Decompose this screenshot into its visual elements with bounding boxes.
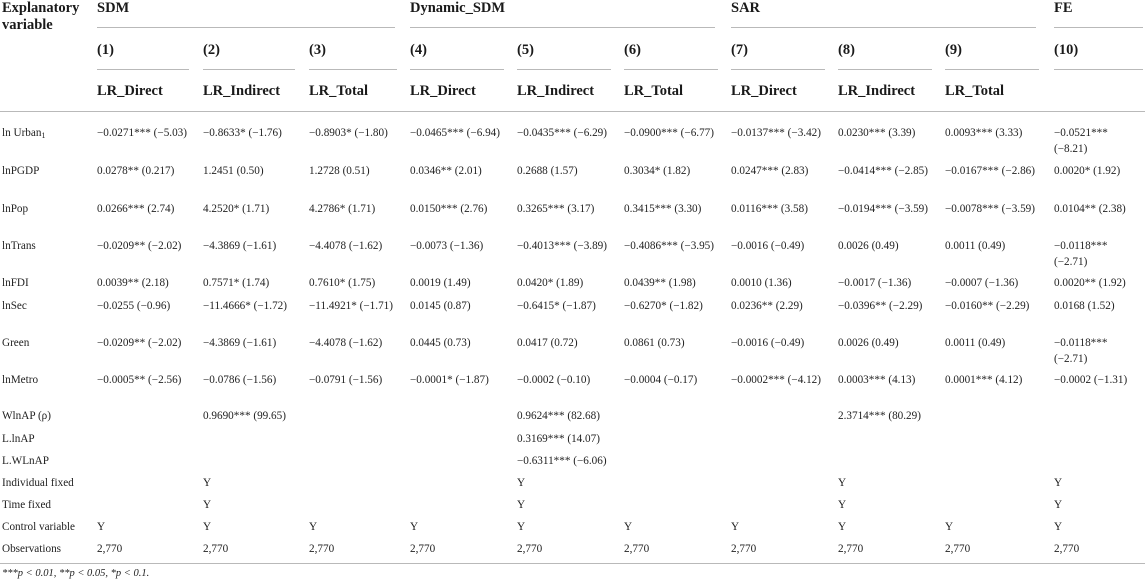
table-cell: −0.0002*** (−4.12) <box>731 374 821 386</box>
row-label-text: lnPop <box>2 203 29 215</box>
group-header-dynamic-sdm: Dynamic_SDM <box>410 0 506 16</box>
column-number: (10) <box>1054 42 1079 58</box>
row-label <box>2 238 36 254</box>
table-cell: 2,770 <box>731 543 757 555</box>
table-cell: 0.0230*** (3.39) <box>838 127 916 139</box>
table-cell: 0.2688 (1.57) <box>517 165 578 177</box>
table-cell: Y <box>624 521 633 533</box>
table-cell: 0.0150*** (2.76) <box>410 203 488 215</box>
row-label-text: Time fixed <box>2 499 51 511</box>
row-label <box>2 163 39 179</box>
table-cell: −0.0791 (−1.56) <box>309 374 383 386</box>
table-cell: 0.0020** (1.92) <box>1054 277 1126 289</box>
table-cell: −0.0271*** (−5.03) <box>97 127 187 139</box>
row-label <box>2 519 75 535</box>
table-cell: 0.0439** (1.98) <box>624 277 696 289</box>
table-cell: 2,770 <box>203 543 229 555</box>
group-header-fe: FE <box>1054 0 1073 16</box>
table-cell: −0.0414*** (−2.85) <box>838 165 928 177</box>
column-effect-label: LR_Direct <box>731 83 797 99</box>
table-cell: 0.0039** (2.18) <box>97 277 169 289</box>
table-cell: −0.8903* (−1.80) <box>309 127 388 139</box>
column-effect-label: LR_Total <box>624 83 684 99</box>
row-label-text: WlnAP (ρ) <box>2 410 51 422</box>
table-cell: −0.0396** (−2.29) <box>838 300 923 312</box>
table-cell: 0.0266*** (2.74) <box>97 203 175 215</box>
row-label-text: L.lnAP <box>2 433 35 445</box>
column-number: (5) <box>517 42 534 58</box>
table-cell: Y <box>309 521 318 533</box>
row-label-text: Control variable <box>2 521 76 533</box>
table-cell: Y <box>838 477 847 489</box>
table-cell: 0.0104** (2.38) <box>1054 203 1126 215</box>
table-cell: −0.6270* (−1.82) <box>624 300 703 312</box>
table-cell: −0.0194*** (−3.59) <box>838 203 928 215</box>
table-cell: 0.0020* (1.92) <box>1054 165 1121 177</box>
table-cell: Y <box>517 477 526 489</box>
group-rule-fe <box>1054 27 1143 28</box>
row-label <box>2 541 61 557</box>
table-cell: −0.0002 (−0.10) <box>517 374 591 386</box>
table-cell: 0.0168 (1.52) <box>1054 300 1115 312</box>
table-cell: −0.0137*** (−3.42) <box>731 127 821 139</box>
table-cell: −0.0160** (−2.29) <box>945 300 1030 312</box>
table-cell: Y <box>1054 521 1063 533</box>
table-cell: Y <box>731 521 740 533</box>
column-effect-label: LR_Total <box>309 83 369 99</box>
table-cell: Y <box>838 521 847 533</box>
column-rule <box>1054 69 1143 70</box>
table-cell: 1.2728 (0.51) <box>309 165 370 177</box>
group-header-sdm: SDM <box>97 0 130 16</box>
table-cell: 0.0026 (0.49) <box>838 240 899 252</box>
table-cell: 0.0019 (1.49) <box>410 277 471 289</box>
column-number: (9) <box>945 42 962 58</box>
table-cell: −0.6415* (−1.87) <box>517 300 596 312</box>
row-label-text: lnMetro <box>2 374 39 386</box>
table-cell: −0.0167*** (−2.86) <box>945 165 1035 177</box>
row-label-text: lnPGDP <box>2 165 40 177</box>
group-rule-sdm <box>97 27 395 28</box>
column-number: (2) <box>203 42 220 58</box>
table-cell: Y <box>945 521 954 533</box>
table-cell: −0.0786 (−1.56) <box>203 374 277 386</box>
table-cell: 1.2451 (0.50) <box>203 165 264 177</box>
table-cell: −0.8633* (−1.76) <box>203 127 282 139</box>
table-cell: −4.4078 (−1.62) <box>309 337 383 349</box>
column-rule <box>203 69 295 70</box>
table-cell: Y <box>1054 499 1063 511</box>
row-label-text: Observations <box>2 543 62 555</box>
row-label <box>2 497 51 513</box>
row-label-text: L.WLnAP <box>2 455 49 467</box>
column-rule <box>838 69 932 70</box>
table-cell: 0.7610* (1.75) <box>309 277 376 289</box>
row-label <box>2 431 35 447</box>
table-cell: −0.0435*** (−6.29) <box>517 127 607 139</box>
explanatory-variable-header: Explanatory variable <box>2 0 80 33</box>
table-cell: −0.0002 (−1.31) <box>1054 374 1128 386</box>
table-cell: 4.2786* (1.71) <box>309 203 376 215</box>
column-number: (3) <box>309 42 326 58</box>
column-effect-label: LR_Direct <box>410 83 476 99</box>
table-cell: 0.0236** (2.29) <box>731 300 803 312</box>
column-number: (6) <box>624 42 641 58</box>
table-cell: 0.0011 (0.49) <box>945 240 1006 252</box>
group-rule-dynamic-sdm <box>410 27 715 28</box>
table-cell: −0.0255 (−0.96) <box>97 300 171 312</box>
row-label-text: Individual fixed <box>2 477 74 489</box>
column-rule <box>309 69 397 70</box>
column-number: (7) <box>731 42 748 58</box>
table-cell: 0.3415*** (3.30) <box>624 203 702 215</box>
table-cell: 2,770 <box>945 543 971 555</box>
table-cell: Y <box>1054 477 1063 489</box>
table-cell: 0.3169*** (14.07) <box>517 433 600 445</box>
group-rule-sar <box>731 27 1036 28</box>
table-cell: 0.0420* (1.89) <box>517 277 584 289</box>
table-cell: −0.0073 (−1.36) <box>410 240 484 252</box>
table-cell: Y <box>517 499 526 511</box>
table-cell: −0.0016 (−0.49) <box>731 337 805 349</box>
table-cell: 0.9624*** (82.68) <box>517 410 600 422</box>
column-rule <box>517 69 611 70</box>
column-rule <box>410 69 504 70</box>
table-cell: −0.0078*** (−3.59) <box>945 203 1035 215</box>
column-rule <box>624 69 718 70</box>
table-bottom-rule <box>0 563 1145 564</box>
table-cell: 0.0145 (0.87) <box>410 300 471 312</box>
column-rule <box>97 69 189 70</box>
table-cell: −0.0016 (−0.49) <box>731 240 805 252</box>
table-cell: −4.3869 (−1.61) <box>203 240 277 252</box>
row-label <box>2 372 38 388</box>
row-label <box>2 298 27 314</box>
header-bottom-rule <box>0 111 1145 112</box>
significance-note: ***p < 0.01, **p < 0.05, *p < 0.1. <box>2 568 150 579</box>
table-cell: −0.0005** (−2.56) <box>97 374 182 386</box>
table-cell: 0.0003*** (4.13) <box>838 374 916 386</box>
column-effect-label: LR_Indirect <box>517 83 595 99</box>
table-cell: Y <box>97 521 106 533</box>
row-label-subscript: 1 <box>41 131 46 140</box>
table-cell: −0.0001* (−1.87) <box>410 374 489 386</box>
table-cell: −0.0900*** (−6.77) <box>624 127 714 139</box>
table-cell: −0.4086*** (−3.95) <box>624 240 714 252</box>
column-rule <box>945 69 1039 70</box>
table-cell: 0.0417 (0.72) <box>517 337 578 349</box>
table-cell: −11.4921* (−1.71) <box>309 300 393 312</box>
row-label <box>2 201 28 217</box>
table-cell: Y <box>517 521 526 533</box>
table-cell: 2,770 <box>624 543 650 555</box>
table-cell: Y <box>410 521 419 533</box>
table-cell: 0.0445 (0.73) <box>410 337 471 349</box>
table-cell: −0.0118*** (−2.71) <box>1054 240 1108 268</box>
table-cell: 2,770 <box>410 543 436 555</box>
column-effect-label: LR_Direct <box>97 83 163 99</box>
row-label-text: lnTrans <box>2 240 36 252</box>
table-cell: 0.0278** (0.217) <box>97 165 175 177</box>
column-rule <box>731 69 825 70</box>
row-label <box>2 125 45 144</box>
table-cell: 0.0116*** (3.58) <box>731 203 808 215</box>
table-cell: −0.0004 (−0.17) <box>624 374 698 386</box>
table-cell: −0.0465*** (−6.94) <box>410 127 500 139</box>
row-label <box>2 335 29 351</box>
row-label-text: lnSec <box>2 300 27 312</box>
table-cell: 0.0093*** (3.33) <box>945 127 1023 139</box>
table-cell: Y <box>203 499 212 511</box>
table-cell: −0.6311*** (−6.06) <box>517 455 607 467</box>
table-cell: 0.9690*** (99.65) <box>203 410 286 422</box>
table-cell: 2,770 <box>1054 543 1080 555</box>
table-cell: −0.0017 (−1.36) <box>838 277 912 289</box>
row-label-text: Green <box>2 337 30 349</box>
table-cell: 2,770 <box>838 543 864 555</box>
column-number: (4) <box>410 42 427 58</box>
table-cell: −0.0209** (−2.02) <box>97 337 182 349</box>
table-cell: 0.0026 (0.49) <box>838 337 899 349</box>
table-cell: 0.3034* (1.82) <box>624 165 691 177</box>
table-cell: 2,770 <box>517 543 543 555</box>
table-cell: 0.0001*** (4.12) <box>945 374 1023 386</box>
row-label <box>2 453 49 469</box>
table-cell: 0.7571* (1.74) <box>203 277 270 289</box>
table-cell: −0.0118*** (−2.71) <box>1054 337 1108 365</box>
table-cell: −11.4666* (−1.72) <box>203 300 287 312</box>
row-label-text: lnFDI <box>2 277 29 289</box>
table-cell: Y <box>203 477 212 489</box>
table-cell: Y <box>838 499 847 511</box>
row-label <box>2 275 29 291</box>
table-cell: 0.0011 (0.49) <box>945 337 1006 349</box>
table-cell: 0.0247*** (2.83) <box>731 165 809 177</box>
table-cell: 2.3714*** (80.29) <box>838 410 921 422</box>
column-effect-label: LR_Indirect <box>203 83 281 99</box>
table-cell: −0.0209** (−2.02) <box>97 240 182 252</box>
column-effect-label: LR_Indirect <box>838 83 916 99</box>
table-cell: −0.0007 (−1.36) <box>945 277 1019 289</box>
table-cell: 0.0861 (0.73) <box>624 337 685 349</box>
group-header-sar: SAR <box>731 0 761 16</box>
table-cell: −0.4013*** (−3.89) <box>517 240 607 252</box>
table-cell: Y <box>203 521 212 533</box>
row-label <box>2 408 51 424</box>
row-label <box>2 475 74 491</box>
row-label-text: ln Urban <box>2 127 42 139</box>
table-cell: 2,770 <box>309 543 335 555</box>
column-effect-label: LR_Total <box>945 83 1005 99</box>
table-cell: 0.0010 (1.36) <box>731 277 792 289</box>
table-cell: 2,770 <box>97 543 123 555</box>
table-cell: 0.3265*** (3.17) <box>517 203 595 215</box>
column-number: (8) <box>838 42 855 58</box>
table-cell: 0.0346** (2.01) <box>410 165 482 177</box>
column-number: (1) <box>97 42 114 58</box>
table-cell: −4.4078 (−1.62) <box>309 240 383 252</box>
table-cell: −0.0521*** (−8.21) <box>1054 127 1108 155</box>
table-cell: −4.3869 (−1.61) <box>203 337 277 349</box>
table-cell: 4.2520* (1.71) <box>203 203 270 215</box>
